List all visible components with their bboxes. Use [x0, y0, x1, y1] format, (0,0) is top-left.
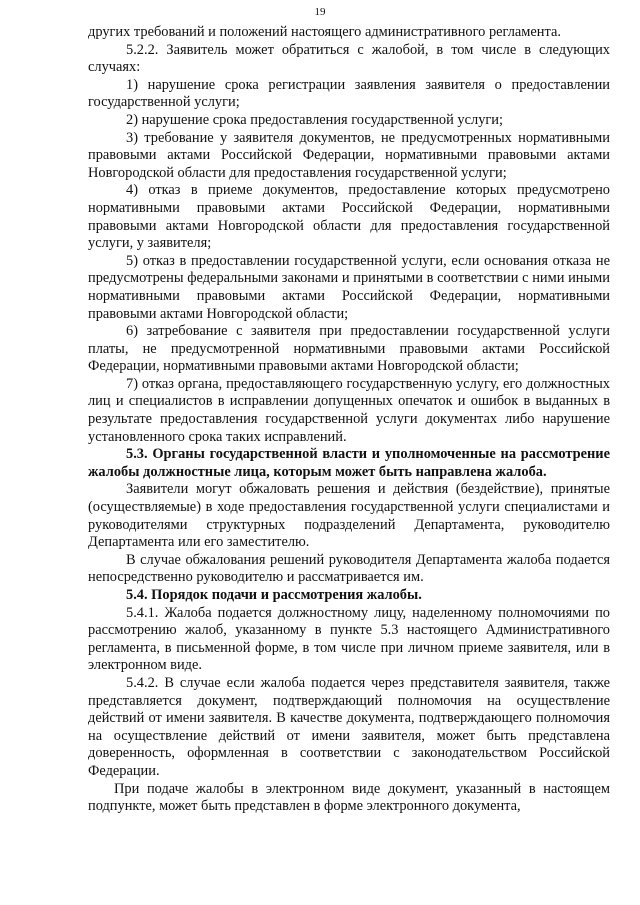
- page-number: 19: [314, 6, 326, 18]
- list-item: 5) отказ в предоставлении государственной услуги, если основания отказа не предусмотрены федеральными законами и принятыми в соответствии с ними иными нормативными правовыми актами Российской Федерации, нормативными правовыми актами Новгородской области;: [88, 252, 610, 322]
- section-heading: 5.3. Органы государственной власти и уполномоченные на рассмотрение жалобы должностные лица, которым может быть направлена жалоба.: [88, 446, 610, 480]
- paragraph: 5.4.2. В случае если жалоба подается через представителя заявителя, также представляется документ, подтверждающий полномочия на осуществление действий от имени заявителя. В качестве документа, подтверждающего полномочия на осуществление действий от имени заявителя, может быть представлена доверенность, оформленная в соответствии с законодательством Российской Федерации.: [88, 674, 610, 779]
- paragraph: Заявители могут обжаловать решения и действия (бездействие), принятые (осуществляемые) в ходе предоставления государственной услуги специалистами и руководителями структурных подразделений Департамента, руководителю Департамента или его заместителю.: [88, 481, 610, 551]
- list-item: 7) отказ органа, предоставляющего государственную услугу, его должностных лиц и специалистов в исправлении допущенных опечаток и ошибок в выданных в результате предоставления государственной услуги документах либо нарушение установленного срока таких исправлений.: [88, 375, 610, 445]
- list-item: 4) отказ в приеме документов, предоставление которых предусмотрено нормативными правовыми актами Российской Федерации, нормативными правовыми актами Новгородской области для предоставления государственной услуги, у заявителя;: [88, 182, 610, 252]
- list-item: 1) нарушение срока регистрации заявления заявителя о предоставлении государственной услуги;: [88, 76, 610, 111]
- document-body: [88, 24, 610, 816]
- list-item: 2) нарушение срока предоставления государственной услуги;: [126, 111, 503, 128]
- paragraph: 5.2.2. Заявитель может обратиться с жалобой, в том числе в следующих случаях:: [88, 41, 610, 76]
- list-item: 6) затребование с заявителя при предоставлении государственной услуги платы, не предусмотренной нормативными правовыми актами Российской Федерации, нормативными правовыми актами Новгородской области;: [88, 323, 610, 375]
- section-heading: 5.4. Порядок подачи и рассмотрения жалобы.: [126, 587, 422, 603]
- paragraph: других требований и положений настоящего административного регламента.: [88, 24, 561, 40]
- paragraph: При подаче жалобы в электронном виде документ, указанный в настоящем подпункте, может быть представлен в форме электронного документа,: [88, 780, 610, 815]
- paragraph: 5.4.1. Жалоба подается должностному лицу, наделенному полномочиями по рассмотрению жалоб, указанному в пункте 5.3 настоящего Административного регламента, в письменной форме, в том числе при личном приеме заявителя, или в электронном виде.: [88, 604, 610, 674]
- paragraph: В случае обжалования решений руководителя Департамента жалоба подается непосредственно руководителю и рассматривается им.: [88, 551, 610, 586]
- list-item: 3) требование у заявителя документов, не предусмотренных нормативными правовыми актами Российской Федерации, нормативными правовыми актами Новгородской области для предоставления государственной услуги;: [88, 129, 610, 181]
